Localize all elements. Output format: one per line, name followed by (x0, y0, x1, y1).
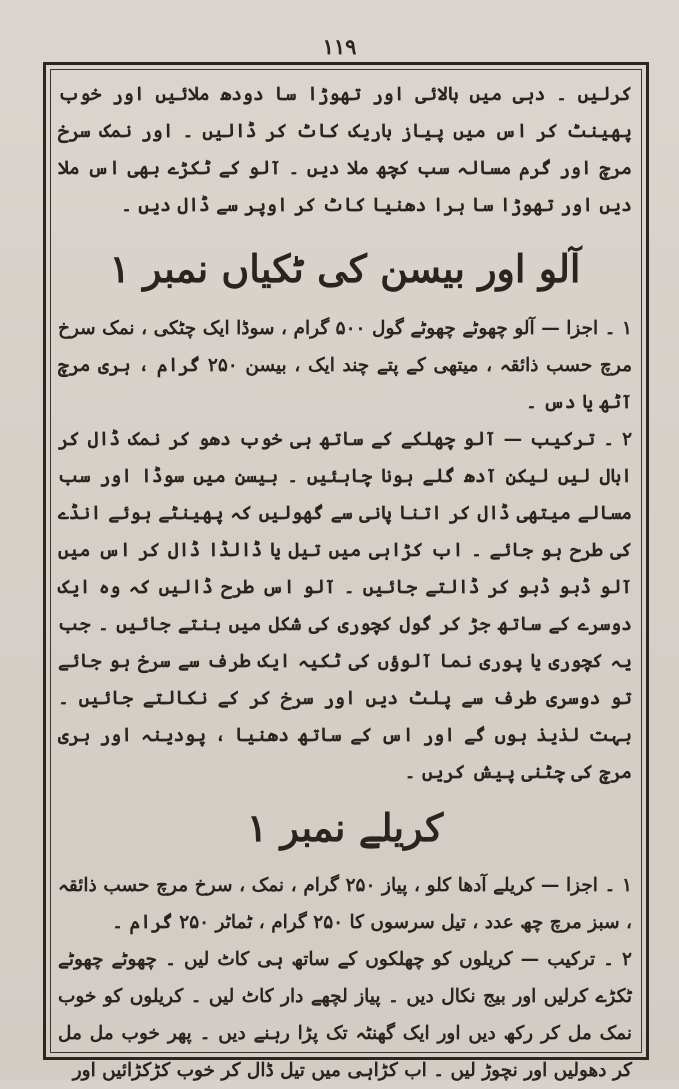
recipe-1-method (58, 421, 632, 791)
recipe-1-ingredients (58, 310, 632, 421)
recipe-2-ingredients-label: ۱ ۔ اجزا (566, 875, 632, 896)
recipe-2-ingredients (58, 867, 632, 941)
recipe-1-method-label: ۲ ۔ ترکیب (530, 429, 632, 450)
recipe-1-title: آلو اور بیسن کی ٹکیاں نمبر ۱ (109, 246, 581, 291)
page-number: ۱۱۹ (322, 34, 357, 59)
recipe-1-ingredients-label: ۱ ۔ اجزا (566, 318, 632, 339)
intro-paragraph: کرلیں ۔ دہی میں بالائی اور تھوڑا سا دودھ ملائیں اور خوب پھینٹ کر اس میں پیاز باریک کاٹ کر ڈالیں ۔ اور نمک سرخ مرچ اور گرم مسالہ سب کچھ ملا دیں ۔ آلو کے ٹکڑے بھی اس ملا دیں اور تھوڑا سا ہرا دھنیا کاٹ کر اوپر سے ڈال دیں ۔ (58, 84, 632, 216)
recipe-2-title: کریلے نمبر ۱ (246, 805, 444, 850)
recipe-2-ingredients-text: — کریلے آدھا کلو ، پیاز ۲۵۰ گرام ، نمک ، سرخ مرچ حسب ذائقہ ، سبز مرچ چھ عدد ، تیل سرسوں کا ۲۵۰ گرام ، ٹماٹر ۲۵۰ گرام ۔ (58, 875, 632, 933)
recipe-1-method-text: — آلو چھلکے کے ساتھ ہی خوب دھو کر نمک ڈال کر ابال لیں لیکن آدھ گلے ہونا چاہئیں ۔ بیسن میں سوڈا اور سب مسالے میتھی ڈال کر اتنا پانی سے گھولیں کہ پھینٹے ہوئے انڈے کی طرح ہو جائے ۔ اب کڑاہی میں تیل یا ڈالڈا ڈال کر اس میں آلو ڈبو ڈبو کر ڈالتے جائیں ۔ آلو اس طرح ڈالیں کہ وہ ایک دوسرے کے ساتھ جڑ کر گول کچوری کی شکل میں بنتے جائیں ۔ جب یہ کچوری یا پوری نما آلوؤں کی ٹکیہ ایک طرف سے سرخ ہو جائے تو دوسری طرف سے پلٹ دیں اور سرخ کر کے نکالتے جائیں ۔ بہت لذیذ ہوں گے اور اس کے ساتھ دھنیا ، پودینہ اور ہری مرچ کی چٹنی پیش کریں ۔ (58, 429, 632, 783)
recipe-2-method-text: — کریلوں کو چھلکوں کے ساتھ ہی کاٹ لیں ۔ چھوٹے چھوٹے ٹکڑے کرلیں اور بیج نکال دیں ۔ پیاز لچھے دار کاٹ لیں ۔ کریلوں کو خوب نمک مل کر رکھ دیں اور ایک گھنٹہ تک پڑا رہنے دیں ۔ پھر خوب مل مل کر دھولیں اور نچوڑ لیں ۔ اب کڑاہی میں تیل ڈال کر خوب کڑکڑائیں اور (58, 949, 632, 1081)
recipe-1-ingredients-text: — آلو چھوٹے چھوٹے گول ۵۰۰ گرام ، سوڈا ایک چٹکی ، نمک سرخ مرچ حسب ذائقہ ، میتھی کے پتے چند ایک ، بیسن ۲۵۰ گرام ، ہری مرچ آٹھ یا دس ۔ (58, 318, 632, 413)
page-content (58, 76, 632, 1081)
recipe-2-method-label: ۲ ۔ ترکیب (547, 949, 632, 970)
recipe-2-method (58, 941, 632, 1089)
